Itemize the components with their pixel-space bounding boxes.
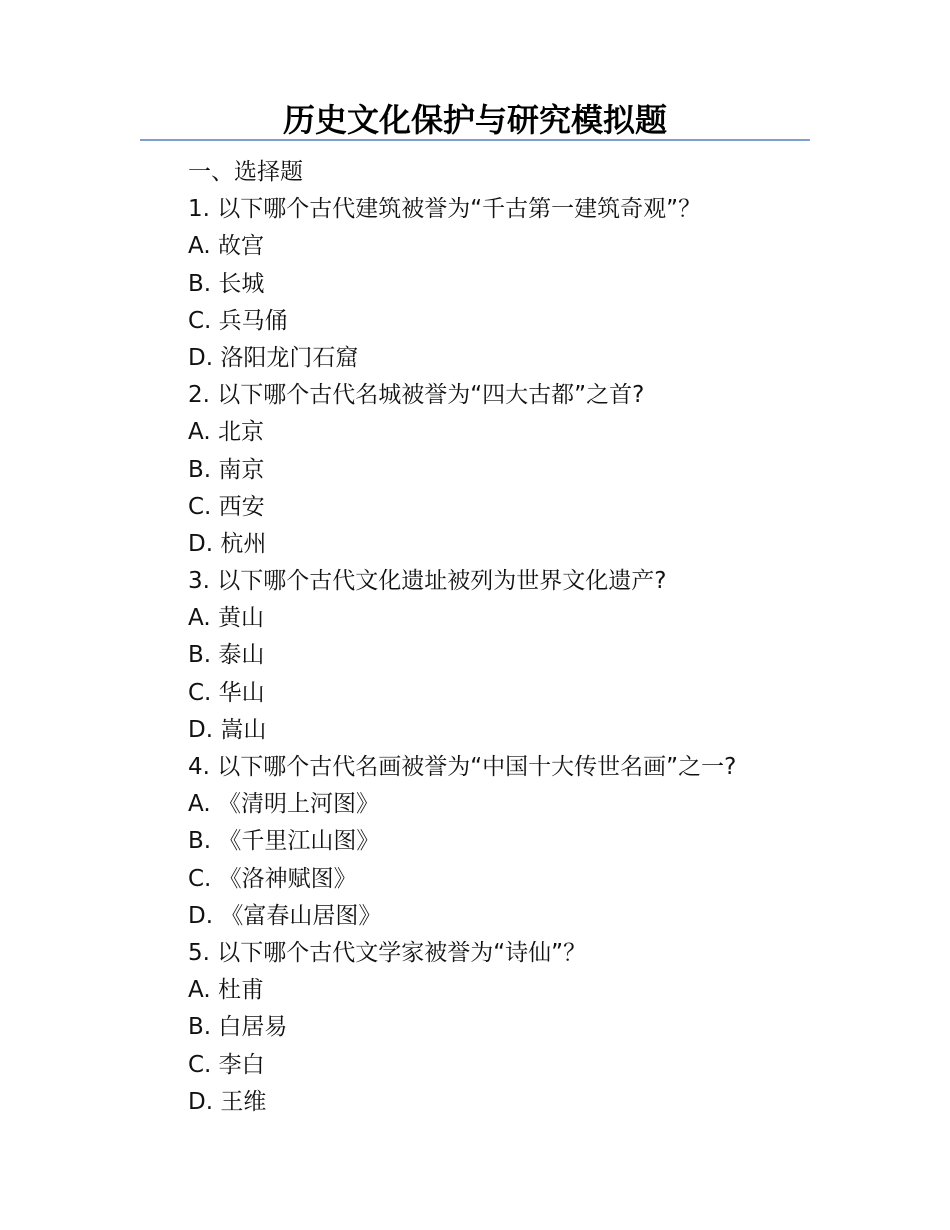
question-list	[188, 154, 828, 1121]
option-a: A. 杜甫	[188, 977, 264, 1004]
option-a: A. 北京	[188, 419, 264, 446]
option-d: D. 杭州	[188, 530, 267, 557]
question-stem: 4. 以下哪个古代名画被誉为“中国十大传世名画”之一?	[188, 754, 737, 780]
question-stem: 1. 以下哪个古代建筑被誉为“千古第一建筑奇观”？	[188, 196, 702, 223]
question-5	[188, 935, 828, 1121]
question-stem: 3. 以下哪个古代文化遗址被列为世界文化遗产?	[188, 568, 667, 595]
question-1	[188, 191, 828, 377]
question-4	[188, 749, 828, 935]
option-d: D. 洛阳龙门石窟	[188, 344, 359, 371]
option-b: B. 泰山	[188, 642, 265, 669]
option-c: C. 兵马俑	[188, 307, 288, 334]
section-heading: 一、选择题	[188, 159, 303, 185]
option-a: A. 黄山	[188, 605, 264, 632]
question-stem: 5. 以下哪个古代文学家被誉为“诗仙”？	[188, 939, 587, 966]
option-b: B. 长城	[188, 270, 265, 297]
option-a: A. 故宫	[188, 233, 264, 260]
option-d: D. 《富春山居图》	[188, 902, 382, 929]
option-b: B. 白居易	[188, 1014, 288, 1041]
title-underline	[140, 139, 810, 141]
option-b: B. 南京	[188, 456, 265, 483]
option-d: D. 嵩山	[188, 716, 267, 743]
page-title: 历史文化保护与研究模拟题	[282, 101, 667, 139]
option-a: A. 《清明上河图》	[188, 791, 379, 818]
option-d: D. 王维	[188, 1088, 267, 1115]
option-c: C. 李白	[188, 1051, 265, 1078]
question-stem: 2. 以下哪个古代名城被誉为“四大古都”之首?	[188, 382, 645, 409]
option-c: C. 西安	[188, 493, 265, 520]
question-2	[188, 377, 828, 563]
option-c: C. 《洛神赋图》	[188, 865, 357, 892]
option-c: C. 华山	[188, 679, 265, 706]
question-3	[188, 563, 828, 749]
option-b: B. 《千里江山图》	[188, 828, 380, 855]
